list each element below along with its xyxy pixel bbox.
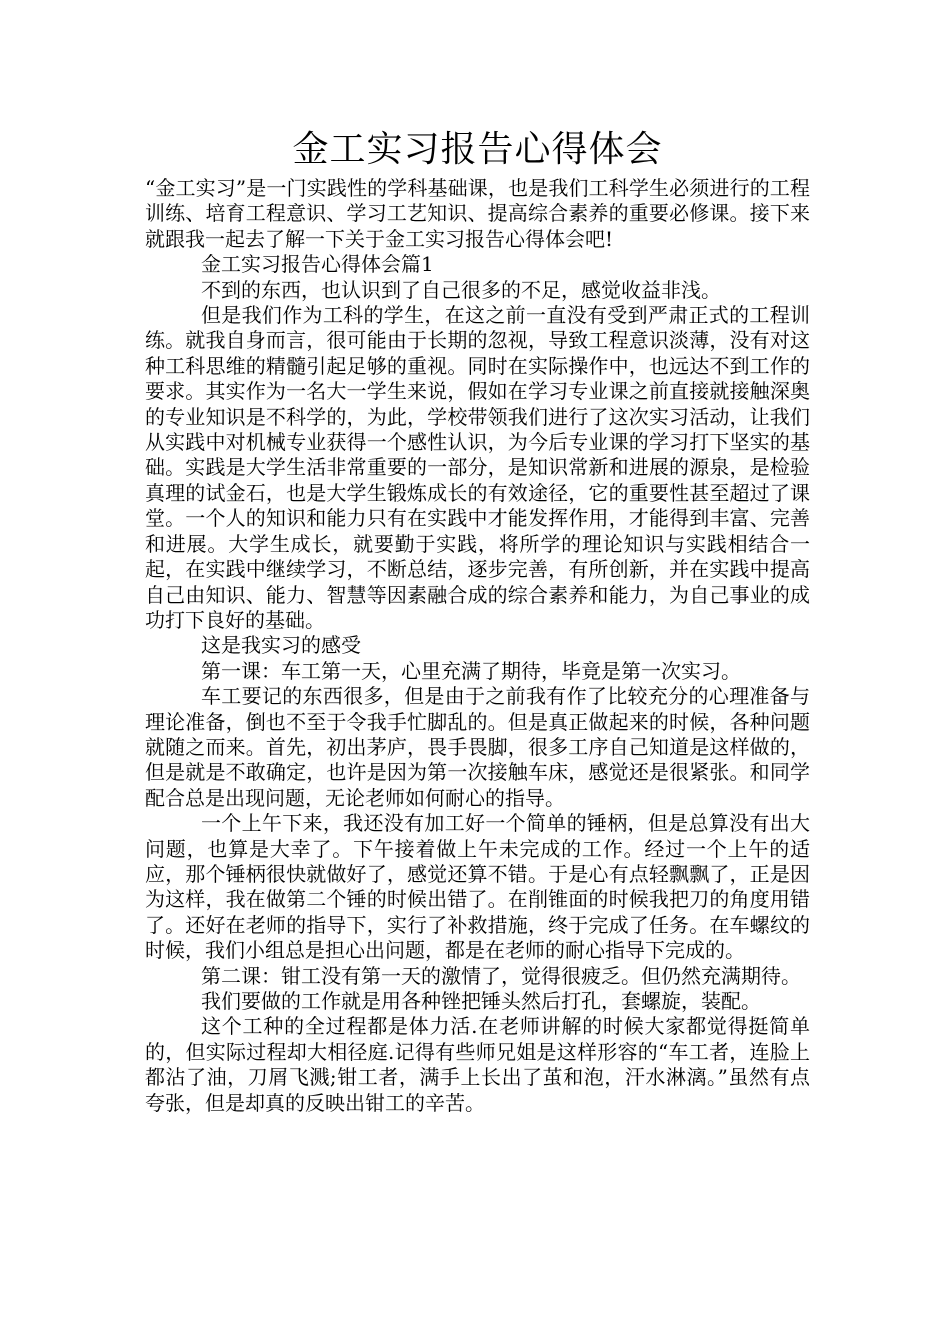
paragraph: 这是我实习的感受: [201, 633, 361, 658]
paragraph: 车工要记的东西很多，但是由于之前我有作了比较充分的心理准备与理论准备，倒也不至于令我手忙脚乱的。但是真正做起来的时候，各种问题就随之而来。首先，初出茅庐，畏手畏脚，很多工序自己知道是这样做的，但是就是不敢确定，也许是因为第一次接触车床，感觉还是很紧张。和同学配合总是出现问题，无论老师如何耐心的指导。: [145, 684, 810, 810]
paragraph: 第一课：车工第一天，心里充满了期待，毕竟是第一次实习。: [201, 658, 741, 683]
paragraph: 我们要做的工作就是用各种锉把锤头然后打孔，套螺旋，装配。: [201, 989, 761, 1013]
paragraph: 不到的东西，也认识到了自己很多的不足，感觉收益非浅。: [201, 277, 721, 302]
document-title: 金工实习报告心得体会: [292, 129, 663, 170]
paragraph: 第二课：钳工没有第一天的激情了，觉得很疲乏。但仍然充满期待。: [201, 963, 801, 988]
paragraph: 一个上午下来，我还没有加工好一个简单的锤柄，但是总算没有出大问题，也算是大幸了。下午接着做上午未完成的工作。经过一个上午的适应，那个锤柄很快就做好了，感觉还算不错。于是心有点轻飘飘了，正是因为这样，我在做第二个锤的时候出错了。在削锥面的时候我把刀的角度用错了。还好在老师的指导下，实行了补救措施，终于完成了任务。在车螺纹的时候，我们小组总是担心出问题，都是在老师的耐心指导下完成的。: [145, 811, 810, 963]
document-page: [145, 128, 810, 1116]
paragraph: 但是我们作为工科的学生，在这之前一直没有受到严肃正式的工程训练。就我自身而言，很可能由于长期的忽视，导致工程意识淡薄，没有对这种工科思维的精髓引起足够的重视。同时在实际操作中，也远达不到工作的要求。其实作为一名大一学生来说，假如在学习专业课之前直接就接触深奥的专业知识是不科学的，为此，学校带领我们进行了这次实习活动，让我们从实践中对机械专业获得一个感性认识，为今后专业课的学习打下坚实的基础。实践是大学生活非常重要的一部分，是知识常新和进展的源泉，是检验真理的试金石，也是大学生锻炼成长的有效途径，它的重要性甚至超过了课堂。一个人的知识和能力只有在实践中才能发挥作用，才能得到丰富、完善和进展。大学生成长，就要勤于实践，将所学的理论知识与实践相结合一起，在实践中继续学习，不断总结，逐步完善，有所创新，并在实践中提高自己由知识、能力、智慧等因素融合成的综合素养和能力，为自己事业的成功打下良好的基础。: [145, 303, 810, 632]
paragraph-intro: “金工实习”是一门实践性的学科基础课，也是我们工科学生必须进行的工程训练、培育工程意识、学习工艺知识、提高综合素养的重要必修课。接下来就跟我一起去了解一下关于金工实习报告心得体会吧!: [145, 176, 810, 251]
paragraph: 这个工种的全过程都是体力活.在老师讲解的时候大家都觉得挺简单的，但实际过程却大相径庭.记得有些师兄姐是这样形容的“车工者，连脸上都沾了油，刀屑飞溅;钳工者，满手上长出了茧和泡，汗水淋漓。”虽然有点夸张，但是却真的反映出钳工的辛苦。: [145, 1014, 810, 1115]
section-heading: 金工实习报告心得体会篇1: [201, 252, 434, 277]
